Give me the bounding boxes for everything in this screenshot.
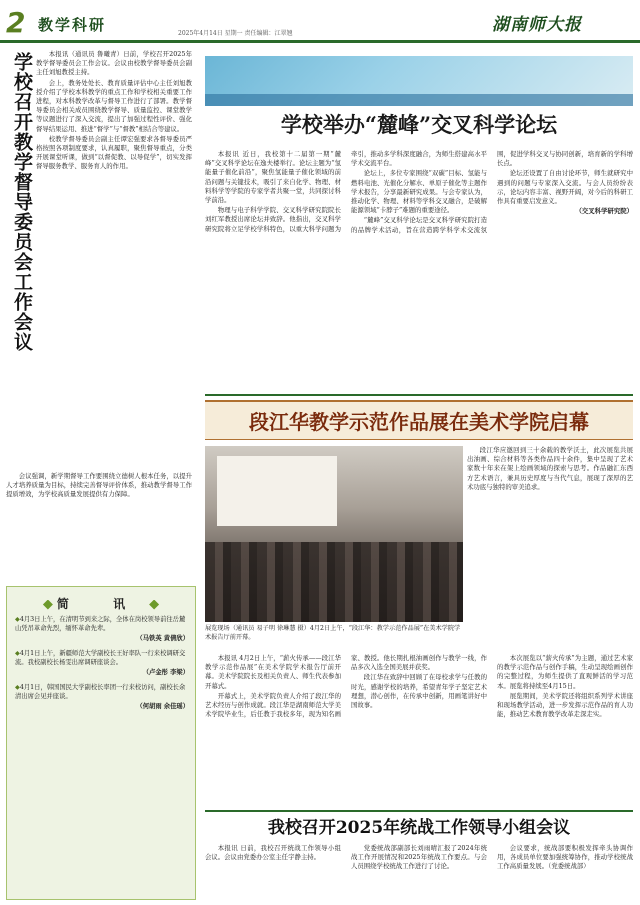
brief-list bbox=[15, 615, 189, 717]
brief-title: 简 讯 bbox=[7, 595, 195, 612]
exhibition-photo bbox=[205, 446, 463, 622]
brief-item: ◆4月3日上午，在清明节到来之际，全体在岗校领导前往岳麓山凭吊革命先烈，缅怀革命先辈。 （马铁英 黄倩欣） bbox=[15, 616, 189, 642]
article2-body bbox=[205, 654, 633, 808]
article2-side-text bbox=[467, 446, 633, 624]
article1-para: 论坛上，多位专家围绕“双碳”目标、氢能与燃料电池、光催化分解水、单原子催化等主题作学术报告，分享最新研究成果。与会专家认为，推动化学、物理、材料等学科交叉融合，是破解能源领域“卡脖子”难题的重要途径。 bbox=[351, 169, 487, 215]
article2-para: 开幕式上，美术学院负责人介绍了段江华的艺术经历与创作成就。段江华是湖南师范大学美术学院毕业生，后任教于我校多年，现为知名画家、教授。他长期扎根油画创作与教学一线，作品多次入选全国美展并获奖。 bbox=[205, 654, 487, 719]
article1-para: 物理与电子科学学院、交叉科学研究院院长刘红军教授出席论坛并致辞。他指出，交叉科学研究院将立足学校学科特色，以重大科学问题为牵引，推动多学科深度融合，为师生搭建高水平学术交流平台。 bbox=[205, 150, 487, 233]
article1-para: 论坛还设置了自由讨论环节，师生就研究中遇到的问题与专家深入交流。与会人员纷纷表示，论坛内容丰富、视野开阔，对今后的科研工作具有重要启发意义。 bbox=[497, 169, 633, 206]
newspaper-brand: 湖南师大报 bbox=[492, 15, 582, 35]
left-para-3: 校教学督导委员会副主任谭宏强要求各督导委员严格按照各项制度要求，认真履职，聚焦督导重点，分类开展课堂听课，做到“以督促教、以导促学”，切实发挥督导服务教学、服务育人的作用。 bbox=[36, 134, 192, 171]
article3-body bbox=[205, 844, 633, 902]
left-article-text-cont bbox=[6, 472, 192, 572]
left-para-1: 本报讯（通讯员 鲁曦青）日前，学校召开2025年教学督导委员会工作会议。会议由校教学督导委员会副主任刘旭教授主持。 bbox=[36, 50, 192, 77]
article1-para: 本报讯 近日，我校第十二届第一期“麓峰”交叉科学论坛在逸夫楼举行。论坛主题为“氢能量子催化前沿”，聚焦氢能量子催化领域的前沿问题与关键技术，吸引了来自化学、物理、材料科学等学院的专家学者共聚一堂，共同探讨科学前沿。 bbox=[205, 150, 341, 205]
article2-banner bbox=[205, 400, 633, 440]
dateline: 2025年4月14日 星期一 责任编辑：江翠翘 bbox=[178, 30, 293, 37]
article3-para: 党委统战部副部长刘雨晴汇报了2024年统战工作开展情况和2025年统战工作要点。与会人员围绕学校统战工作进行了讨论。 bbox=[351, 844, 487, 871]
article2-headline: 段江华教学示范作品展在美术学院启幕 bbox=[249, 410, 589, 434]
bullet-icon: ◆ bbox=[15, 616, 20, 623]
article2-para: 本报讯 4月2日上午，“薪火传承——段江华教学示范作品展”在美术学院学术报告厅前开幕。美术学院院长及相关负责人、师生代表参加开幕式。 bbox=[205, 654, 341, 690]
article1-para: “麓峰”交叉科学论坛是交叉科学研究院打造的品牌学术活动，旨在营造跨学科学术交流氛围，促进学科交叉与协同创新，培育新的学科增长点。 bbox=[351, 150, 633, 234]
article3-para: 本报讯 日前，我校召开统战工作领导小组会议。会议由党委办公室主任宇静主持。 bbox=[205, 844, 341, 862]
brief-source: （卢金彤 李梁） bbox=[142, 669, 189, 676]
article1-headline: 学校举办“麓峰”交叉科学论坛 bbox=[280, 112, 558, 137]
left-article-text bbox=[36, 50, 192, 470]
article2-para: 展览期间，美术学院还将组织系列学术讲座和现场教学活动，进一步发挥示范作品的育人功能，推动艺术教育教学改革走深走实。 bbox=[497, 691, 633, 719]
section-divider bbox=[205, 394, 633, 396]
masthead-rule bbox=[0, 40, 640, 43]
forum-banner-image bbox=[205, 56, 633, 106]
diamond-icon bbox=[149, 600, 159, 610]
brief-source: （何胡雨 余佳瑶） bbox=[136, 703, 189, 710]
article2-para: 本次展览以“薪火传承”为主题，通过艺术家的教学示范作品与创作手稿，生动呈现绘画创作的完整过程，为师生提供了直观鲜活的学习范本。展览将持续至4月15日。 bbox=[497, 654, 633, 690]
bullet-icon: ◆ bbox=[15, 684, 20, 691]
section-name: 教学科研 bbox=[38, 16, 107, 34]
article1-source: （交叉科学研究院） bbox=[575, 207, 633, 216]
brief-source: （马铁英 黄倩欣） bbox=[136, 635, 189, 642]
article3-headline: 我校召开2025年统战工作领导小组会议 bbox=[267, 818, 571, 838]
article1-body bbox=[205, 150, 633, 390]
vertical-headline: 学校召开教学督导委员会工作会议 bbox=[11, 52, 33, 352]
diamond-icon bbox=[43, 600, 53, 610]
left-column bbox=[6, 48, 196, 900]
news-brief-box bbox=[6, 586, 196, 900]
article3-para: 会议要求，统战部要积极发挥牵头协调作用，各成员单位要加强统筹协作，推动学校统战工作高质量发展。（党委统战部） bbox=[497, 844, 633, 871]
page-number: 2 bbox=[6, 6, 26, 39]
article2-para: 段江华在致辞中回顾了在母校求学与任教的时光，感谢学校的培养，希望青年学子坚定艺术理想，潜心创作，在传承中创新，用画笔讲好中国故事。 bbox=[351, 673, 487, 710]
bullet-icon: ◆ bbox=[15, 650, 20, 657]
left-para-2: 会上，教务处处长、教育质量评估中心主任刘旭教授介绍了学校本科教学的重点工作和学校相关重要工作进程，对本科教学改革与督导工作进行了部署。教学督导委员会相关成员围绕教学督导、质量监控、课堂教学等议题进行了深入交流，提出了加强过程性评价、强化督导结果运用、推进“督学”与“督教”相结合等建议。 bbox=[36, 78, 192, 133]
left-para-4: 会议强调，新学期督导工作要围绕立德树人根本任务，以提升人才培养质量为目标，持续完善督导评价体系，推动教学督导工作提质增效，为学校高质量发展提供有力保障。 bbox=[6, 472, 192, 499]
article2-side-para: 段江华应邀回到三十余载的教学沃土，此次展览共展出油画、综合材料等各类作品四十余件，集中呈现了艺术家数十年来在架上绘画领域的探索与思考。作品融汇东西方艺术语言，兼具历史厚度与当代气息，展现了深厚的艺术功底与独特的审美追求。 bbox=[467, 446, 633, 491]
photo-caption: 展览现场（通讯员 易子明 徐琳慧 摄）4月2日上午，“段江华：教学示范作品展”在美术学院学术报告厅前开幕。 bbox=[205, 625, 461, 641]
brief-item: ◆4月1日上午，新疆师范大学副校长王好率队一行来校调研交流。我校副校长杨雯出席调研座谈会。 （卢金彤 李梁） bbox=[15, 650, 189, 676]
masthead bbox=[0, 0, 640, 44]
section-divider bbox=[205, 810, 633, 812]
brief-item: ◆4月1日，韩国国民大学副校长率团一行来校访问，副校长余清出席会见并座谈。 （何胡雨 余佳瑶） bbox=[15, 684, 189, 710]
